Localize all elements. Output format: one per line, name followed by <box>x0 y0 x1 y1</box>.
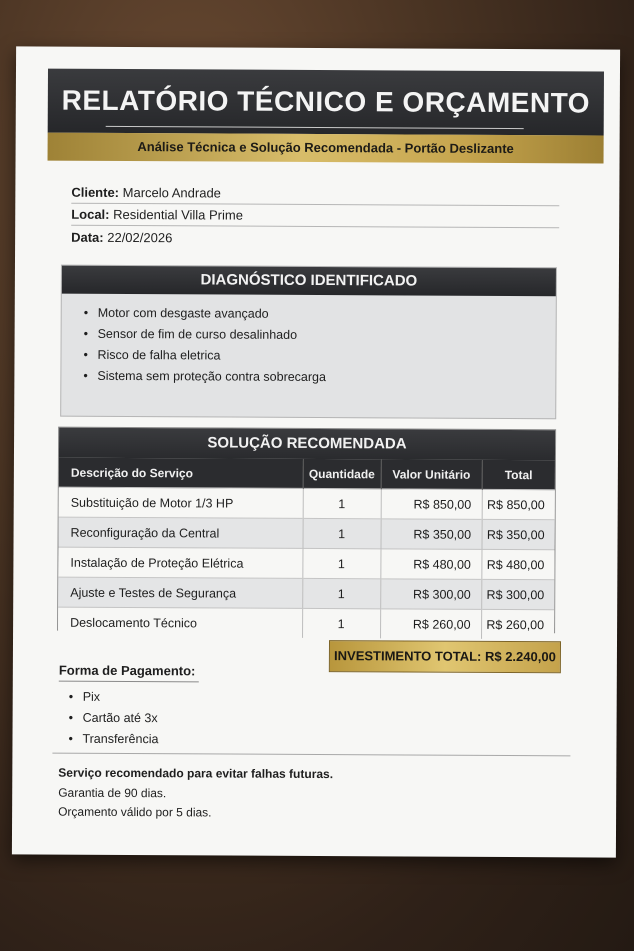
column-header-quantity: Quantidade <box>303 459 381 489</box>
payment-method-item: • Transferência <box>68 729 158 750</box>
total-cell: R$ 300,00 <box>481 579 554 609</box>
solution-title: SOLUÇÃO RECOMENDADA <box>59 428 555 461</box>
quantity-cell: 1 <box>302 578 380 608</box>
date-value: 22/02/2026 <box>107 229 173 246</box>
table-row <box>58 547 554 580</box>
diagnosis-item: • Sensor de fim de curso desalinhado <box>84 324 556 347</box>
quantity-cell: 1 <box>302 518 380 548</box>
date-row <box>71 230 559 248</box>
column-header-unit-price: Valor Unitário <box>381 459 482 489</box>
total-cell: R$ 850,00 <box>482 489 555 519</box>
column-header-service: Descrição do Serviço <box>59 458 303 489</box>
report-header <box>48 69 604 136</box>
service-cell: Reconfiguração da Central <box>58 517 302 548</box>
location-value: Residential Villa Prime <box>113 206 244 223</box>
payment-methods-list <box>68 687 158 750</box>
diagnosis-list <box>61 294 555 390</box>
unit-price-cell: R$ 350,00 <box>380 519 481 550</box>
client-value: Marcelo Andrade <box>122 184 221 201</box>
title-underline <box>106 126 524 129</box>
unit-price-cell: R$ 260,00 <box>380 609 481 639</box>
page-title: RELATÓRIO TÉCNICO E ORÇAMENTO <box>61 84 591 119</box>
client-label: Cliente: <box>71 184 120 200</box>
payment-title: Forma de Pagamento: <box>59 663 199 683</box>
solution-section <box>57 427 556 634</box>
quantity-cell: 1 <box>303 488 381 518</box>
table-header-row <box>59 458 555 490</box>
note-line: Garantia de 90 dias. <box>58 785 167 800</box>
footer-notes <box>58 764 333 824</box>
note-line: Orçamento válido por 5 dias. <box>58 804 212 820</box>
services-table <box>58 458 555 640</box>
unit-price-cell: R$ 480,00 <box>380 549 481 580</box>
table-row <box>59 487 555 520</box>
table-row <box>58 607 554 639</box>
note-line: Serviço recomendado para evitar falhas futuras. <box>58 765 334 782</box>
unit-price-cell: R$ 850,00 <box>381 489 482 520</box>
quantity-cell: 1 <box>302 608 380 638</box>
diagnosis-item: • Motor com desgaste avançado <box>84 303 556 326</box>
payment-method-item: • Pix <box>69 687 159 708</box>
location-row <box>71 207 559 229</box>
report-sheet <box>12 46 620 857</box>
column-header-total: Total <box>482 460 555 490</box>
total-cell: R$ 350,00 <box>481 519 554 549</box>
diagnosis-section <box>60 265 557 420</box>
unit-price-cell: R$ 300,00 <box>380 579 481 610</box>
total-investment-badge: INVESTIMENTO TOTAL: R$ 2.240,00 <box>329 640 561 673</box>
diagnosis-item: • Risco de falha eletrica <box>83 345 555 368</box>
service-cell: Instalação de Proteção Elétrica <box>58 547 302 578</box>
page-subtitle: Análise Técnica e Solução Recomendada - Portão Deslizante <box>137 139 514 157</box>
table-row <box>58 577 554 610</box>
subtitle-band <box>48 133 604 164</box>
service-cell: Substituição de Motor 1/3 HP <box>59 487 303 518</box>
service-cell: Deslocamento Técnico <box>58 607 302 638</box>
date-label: Data: <box>71 229 104 245</box>
client-row <box>71 185 559 207</box>
diagnosis-title: DIAGNÓSTICO IDENTIFICADO <box>62 266 556 297</box>
diagnosis-item: • Sistema sem proteção contra sobrecarga <box>83 366 555 389</box>
section-divider <box>52 753 570 757</box>
payment-method-item: • Cartão até 3x <box>69 708 159 729</box>
quantity-cell: 1 <box>302 548 380 578</box>
service-cell: Ajuste e Testes de Segurança <box>58 577 302 608</box>
table-row <box>58 517 554 550</box>
total-cell: R$ 260,00 <box>481 609 554 639</box>
location-label: Local: <box>71 206 110 222</box>
total-cell: R$ 480,00 <box>481 549 554 579</box>
